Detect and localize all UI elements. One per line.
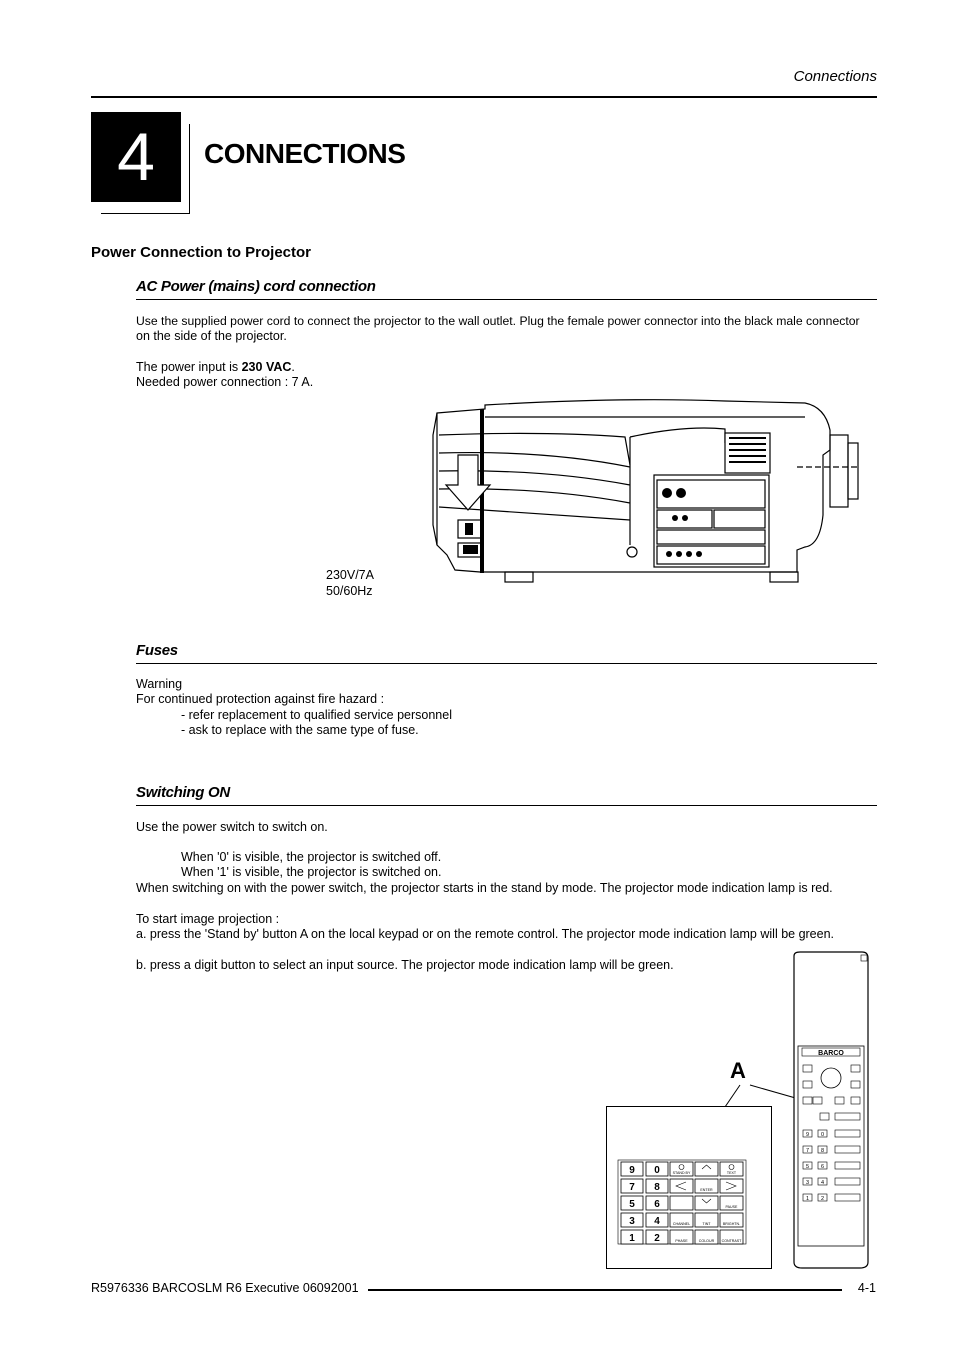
switching-line: When '1' is visible, the projector is switched on. [181,865,442,879]
power-input-text: The power input is [136,360,242,374]
fuses-item: - ask to replace with the same type of fuse. [181,723,419,737]
chapter-number: 4 [91,112,181,202]
running-header: Connections [793,68,877,85]
keypad-channel-button[interactable]: CHANNEL [672,1222,691,1226]
needed-power-line: Needed power connection : 7 A. [136,375,314,389]
remote-digit-4[interactable]: 4 [820,1180,825,1186]
keypad-digit-7[interactable]: 7 [629,1182,635,1193]
keypad-text-button[interactable]: TEXT [726,1171,737,1175]
keypad-digit-3[interactable]: 3 [629,1216,635,1227]
ac-power-paragraph-cont: on the side of the projector. [136,329,287,343]
remote-digit-8[interactable]: 8 [820,1148,825,1154]
keypad-digit-2[interactable]: 2 [654,1233,660,1244]
remote-digit-2[interactable]: 2 [820,1196,825,1202]
footer-rule [368,1289,842,1291]
subsection-rule [136,663,877,664]
ac-power-paragraph: Use the supplied power cord to connect the projector to the wall outlet. Plug the female power connector into the black male connector [136,314,860,328]
power-input-value: 230 VAC [241,360,292,374]
keypad-digit-9[interactable]: 9 [629,1165,635,1176]
figure-label-frequency: 50/60Hz [326,584,373,598]
remote-digit-9[interactable]: 9 [805,1132,810,1138]
remote-digit-5[interactable]: 5 [805,1164,810,1170]
remote-digit-0[interactable]: 0 [820,1132,825,1138]
switching-line: a. press the 'Stand by' button A on the local keypad or on the remote control. The projector mode indication lamp will be green. [136,927,835,941]
keypad-digit-1[interactable]: 1 [629,1233,635,1244]
keypad-pause-button[interactable]: PAUSE [725,1205,738,1209]
keypad-digit-4[interactable]: 4 [654,1216,660,1227]
callout-label-a: A [730,1058,746,1083]
keypad-brightness-button[interactable]: BRIGHTN. [722,1222,741,1226]
subsection-title-fuses: Fuses [136,642,178,659]
footer-page-number: 4-1 [857,1281,876,1295]
keypad-digit-8[interactable]: 8 [654,1182,660,1193]
keypad-contrast-button[interactable]: CONTRAST [721,1239,742,1243]
section-title-power-connection: Power Connection to Projector [91,244,312,261]
subsection-rule [136,805,877,806]
chapter-box-shadow-horizontal [101,213,190,214]
subsection-title-switching-on: Switching ON [136,784,230,801]
switching-line: Use the power switch to switch on. [136,820,328,834]
power-input-end: . [291,360,295,374]
keypad-tint-button[interactable]: TINT [702,1222,711,1226]
remote-digit-7[interactable]: 7 [805,1148,810,1154]
fuses-item: - refer replacement to qualified service personnel [181,708,452,722]
figure-label-voltage: 230V/7A [326,568,374,582]
switching-line: To start image projection : [136,912,280,926]
keypad-digit-6[interactable]: 6 [654,1199,660,1210]
keypad-stand-by-button[interactable]: STAND BY [672,1171,691,1175]
fuses-line: For continued protection against fire hazard : [136,692,385,706]
remote-brand-logo: BARCO [818,1050,844,1057]
fuses-warning: Warning [136,677,183,691]
remote-digit-1[interactable]: 1 [805,1196,810,1202]
keypad-digit-5[interactable]: 5 [629,1199,635,1210]
power-input-line [136,360,295,376]
subsection-title-ac-power: AC Power (mains) cord connection [136,278,376,295]
switching-line: When switching on with the power switch, the projector starts in the stand by mode. The projector mode indication lamp is red. [136,881,833,895]
switching-line: b. press a digit button to select an input source. The projector mode indication lamp will be green. [136,958,674,972]
keypad-enter-button[interactable]: ENTER [700,1188,713,1192]
footer-document-id: R5976336 BARCOSLM R6 Executive 06092001 [91,1281,359,1295]
subsection-rule [136,299,877,300]
switching-line: When '0' is visible, the projector is switched off. [181,850,442,864]
remote-control-illustration [790,950,872,1270]
remote-digit-6[interactable]: 6 [820,1164,825,1170]
local-keypad-illustration [606,1106,772,1270]
keypad-colour-button[interactable]: COLOUR [698,1239,715,1243]
remote-digit-3[interactable]: 3 [805,1180,810,1186]
projector-side-illustration [425,395,865,600]
keypad-phase-button[interactable]: PHASE [675,1239,688,1243]
chapter-box-shadow-vertical [189,124,190,214]
keypad-digit-0[interactable]: 0 [654,1165,660,1176]
header-rule [91,96,877,98]
chapter-title: CONNECTIONS [204,138,406,169]
